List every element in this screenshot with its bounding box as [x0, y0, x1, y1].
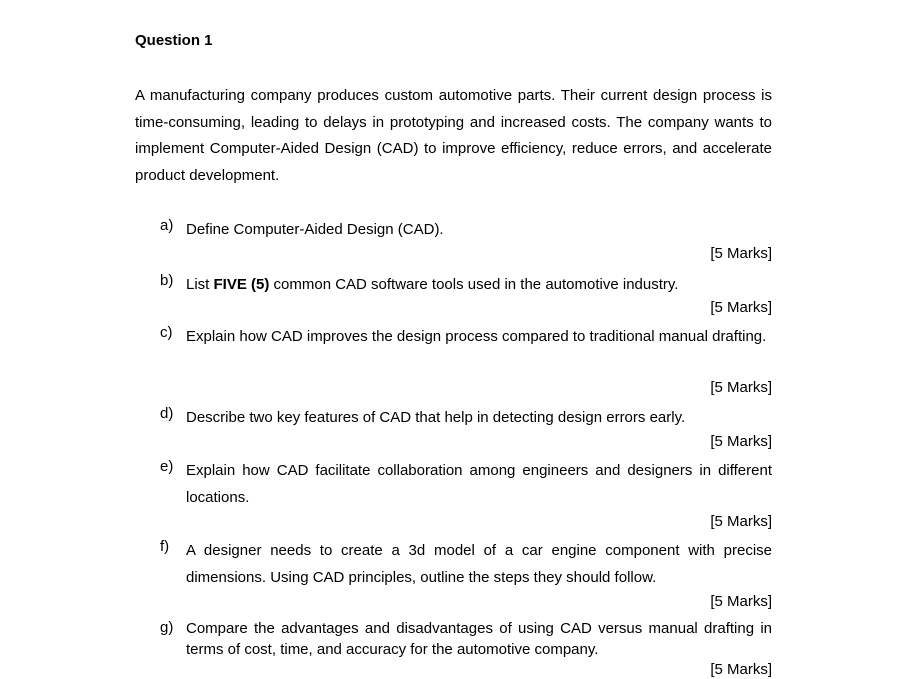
question-item-b — [160, 272, 772, 299]
question-text: Describe two key features of CAD that help in detecting design errors early. — [186, 409, 686, 426]
question-text: Explain how CAD improves the design process compared to traditional manual drafting. — [186, 328, 767, 345]
question-text-bold: FIVE (5) — [213, 276, 270, 293]
question-intro: A manufacturing company produces custom automotive parts. Their current design process is time-consuming, leading to delays in prototyping and increased costs. The company wants to implement Computer-Aided Design (CAD) to improve efficiency, reduce errors, and accelerate product development. — [135, 87, 772, 184]
marks-b: [5 Marks] — [710, 299, 772, 316]
question-letter: b) — [160, 272, 174, 289]
question-text-before: List — [186, 276, 214, 293]
question-letter: e) — [160, 458, 174, 475]
marks-d: [5 Marks] — [710, 433, 772, 450]
question-item-c — [160, 324, 772, 351]
marks-f: [5 Marks] — [710, 593, 772, 610]
marks-g: [5 Marks] — [710, 661, 772, 678]
question-letter: g) — [160, 619, 174, 636]
question-item-e — [160, 458, 772, 511]
question-text: Compare the advantages and disadvantages of using CAD versus manual drafting in terms of cost, time, and accuracy for the automotive company. — [186, 620, 772, 658]
question-text-after: common CAD software tools used in the automotive industry. — [269, 276, 679, 293]
question-text: Define Computer-Aided Design (CAD). — [186, 221, 444, 238]
question-letter: c) — [160, 324, 173, 341]
marks-a: [5 Marks] — [710, 245, 772, 262]
question-text: A designer needs to create a 3d model of a car engine component with precise dimensions. Using CAD principles, outline the steps they should follow. — [186, 542, 772, 586]
marks-c: [5 Marks] — [710, 379, 772, 396]
question-title: Question 1 — [135, 32, 213, 49]
question-letter: f) — [160, 538, 170, 555]
question-item-a — [160, 217, 772, 244]
question-text — [186, 272, 772, 299]
question-letter: d) — [160, 405, 174, 422]
marks-e: [5 Marks] — [710, 513, 772, 530]
question-item-f — [160, 538, 772, 591]
question-letter: a) — [160, 217, 174, 234]
question-text: Explain how CAD facilitate collaboration among engineers and designers in different locations. — [186, 462, 772, 506]
question-item-g — [160, 619, 772, 660]
question-item-d — [160, 405, 772, 432]
